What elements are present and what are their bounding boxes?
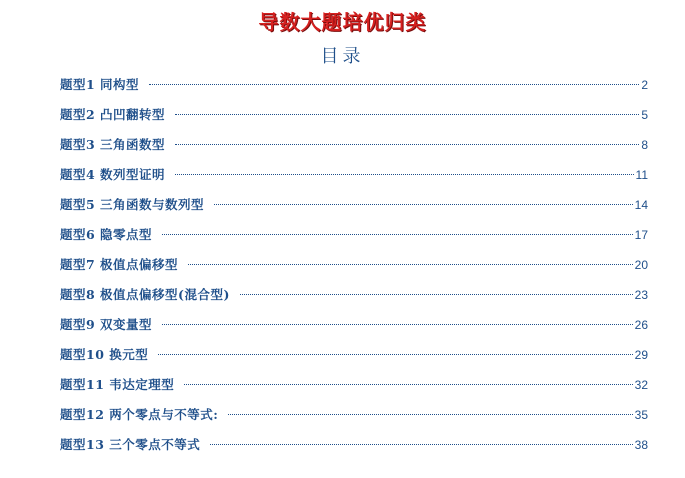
toc-page-number: 17	[634, 228, 648, 242]
toc-leader-dots	[149, 84, 639, 85]
toc-entry-label: 题型4 数列型证明	[60, 167, 166, 182]
toc-leader-dots	[184, 384, 632, 385]
document-title: 导数大题培优归类	[258, 10, 427, 34]
toc-entry-label: 题型10 换元型	[60, 347, 149, 362]
toc-entry[interactable]	[60, 430, 648, 460]
toc-entry[interactable]	[60, 250, 648, 280]
toc-page-number: 38	[634, 438, 648, 452]
toc-entry-label: 题型8 极值点偏移型(混合型)	[60, 287, 230, 302]
toc-leader-dots	[214, 204, 633, 205]
toc-entry[interactable]	[60, 400, 648, 430]
toc-leader-dots	[188, 264, 633, 265]
toc-page-number: 23	[634, 288, 648, 302]
toc-entry-label: 题型11 韦达定理型	[60, 377, 175, 392]
toc-leader-dots	[158, 354, 632, 355]
toc-page-number: 29	[634, 348, 648, 362]
toc-page-number: 5	[641, 108, 648, 122]
toc-page-number: 26	[634, 318, 648, 332]
toc-leader-dots	[210, 444, 632, 445]
toc-entry[interactable]	[60, 130, 648, 160]
table-of-contents	[60, 70, 648, 460]
toc-page-number: 32	[634, 378, 648, 392]
toc-entry-label: 题型12 两个零点与不等式:	[60, 407, 219, 422]
toc-leader-dots	[162, 234, 633, 235]
toc-entry-label: 题型2 凸凹翻转型	[60, 107, 166, 122]
toc-entry-label: 题型6 隐零点型	[60, 227, 153, 242]
toc-entry[interactable]	[60, 100, 648, 130]
toc-leader-dots	[240, 294, 633, 295]
toc-entry-label: 题型3 三角函数型	[60, 137, 166, 152]
toc-entry[interactable]	[60, 190, 648, 220]
toc-entry[interactable]	[60, 220, 648, 250]
toc-entry-label: 题型5 三角函数与数列型	[60, 197, 205, 212]
toc-page-number: 20	[634, 258, 648, 272]
toc-entry[interactable]	[60, 310, 648, 340]
toc-leader-dots	[175, 114, 639, 115]
toc-page-number: 35	[634, 408, 648, 422]
toc-entry-label: 题型1 同构型	[60, 77, 140, 92]
toc-entry[interactable]	[60, 70, 648, 100]
toc-entry[interactable]	[60, 340, 648, 370]
toc-leader-dots	[162, 324, 633, 325]
toc-page-number: 14	[634, 198, 648, 212]
toc-heading: 目录	[320, 46, 365, 67]
toc-leader-dots	[228, 414, 632, 415]
toc-entry[interactable]	[60, 280, 648, 310]
toc-leader-dots	[175, 144, 639, 145]
toc-page-number: 2	[641, 78, 648, 92]
toc-page-number: 8	[641, 138, 648, 152]
toc-entry-label: 题型7 极值点偏移型	[60, 257, 179, 272]
toc-entry[interactable]	[60, 370, 648, 400]
toc-entry[interactable]	[60, 160, 648, 190]
toc-leader-dots	[175, 174, 633, 175]
toc-entry-label: 题型13 三个零点不等式	[60, 437, 201, 452]
toc-entry-label: 题型9 双变量型	[60, 317, 153, 332]
toc-page-number: 11	[635, 168, 648, 182]
